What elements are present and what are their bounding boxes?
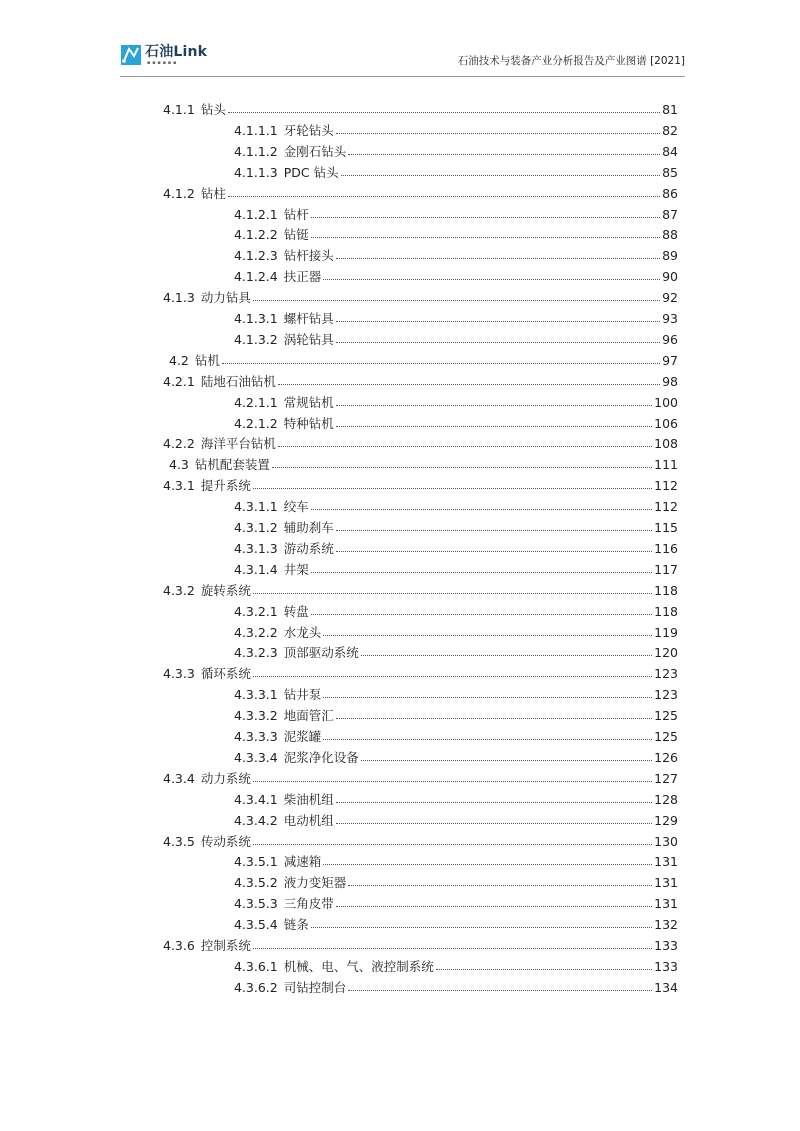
toc-entry-page: 117 bbox=[654, 561, 678, 577]
toc-entry[interactable] bbox=[234, 953, 678, 974]
toc-entry-title: 钻头 bbox=[200, 102, 226, 117]
toc-entry-page: 126 bbox=[654, 749, 678, 765]
toc-dot-leader bbox=[253, 844, 652, 845]
toc-entry-number: 4.1.3.1 bbox=[234, 311, 278, 326]
toc-entry-title: 泥浆罐 bbox=[283, 729, 322, 744]
toc-entry-number: 4.3.6.1 bbox=[234, 958, 278, 974]
toc-dot-leader bbox=[222, 363, 660, 364]
toc-entry[interactable] bbox=[234, 598, 678, 619]
toc-entry-page: 133 bbox=[654, 938, 678, 953]
toc-entry[interactable] bbox=[234, 869, 678, 890]
toc-dot-leader bbox=[336, 133, 660, 134]
toc-dot-leader bbox=[336, 342, 660, 343]
toc-entry[interactable] bbox=[234, 702, 678, 723]
toc-entry-page: 92 bbox=[662, 290, 678, 306]
toc-entry-page: 115 bbox=[654, 520, 678, 535]
toc-entry[interactable] bbox=[234, 890, 678, 911]
toc-entry-title: 特种钻机 bbox=[283, 415, 334, 431]
toc-entry[interactable] bbox=[234, 305, 678, 326]
toc-entry-title: 柴油机组 bbox=[283, 791, 334, 807]
toc-entry[interactable] bbox=[234, 326, 678, 347]
toc-entry-page: 129 bbox=[654, 812, 678, 828]
toc-entry-title: 辅助刹车 bbox=[283, 520, 334, 535]
toc-entry[interactable] bbox=[234, 619, 678, 640]
toc-entry-number: 4.3.5.2 bbox=[234, 875, 278, 891]
toc-entry[interactable] bbox=[234, 556, 678, 577]
toc-entry-page: 131 bbox=[654, 854, 678, 870]
toc-entry-number: 4.1.1.2 bbox=[234, 143, 278, 159]
toc-entry[interactable] bbox=[234, 514, 678, 535]
toc-entry[interactable] bbox=[163, 284, 678, 305]
toc-dot-leader bbox=[436, 969, 652, 970]
toc-entry-title: 三角皮带 bbox=[283, 896, 334, 912]
toc-entry-title: 地面管汇 bbox=[283, 708, 334, 724]
toc-dot-leader bbox=[311, 572, 652, 573]
toc-dot-leader bbox=[336, 321, 660, 322]
toc-entry-title: 司钻控制台 bbox=[283, 979, 347, 995]
toc-entry-title: 动力系统 bbox=[200, 770, 251, 786]
toc-entry-number: 4.3.4.1 bbox=[234, 791, 278, 807]
toc-entry-title: 转盘 bbox=[283, 603, 309, 619]
toc-entry-number: 4.3.4.2 bbox=[234, 812, 278, 828]
toc-entry[interactable] bbox=[234, 848, 678, 869]
toc-dot-leader bbox=[311, 927, 652, 928]
toc-entry-title: 钻井泵 bbox=[283, 687, 322, 703]
toc-entry-title: 链条 bbox=[283, 917, 309, 933]
toc-entry-number: 4.3.1.1 bbox=[234, 499, 278, 515]
toc-entry[interactable] bbox=[234, 221, 678, 242]
toc-entry[interactable] bbox=[234, 974, 678, 995]
toc-dot-leader bbox=[278, 384, 660, 385]
toc-dot-leader bbox=[323, 697, 652, 698]
toc-entry-page: 128 bbox=[654, 791, 678, 807]
toc-dot-leader bbox=[311, 614, 652, 615]
toc-entry-page: 118 bbox=[654, 603, 678, 619]
toc-dot-leader bbox=[336, 426, 652, 427]
toc-entry-page: 97 bbox=[662, 352, 678, 368]
toc-entry-number: 4.2 bbox=[169, 352, 189, 368]
toc-entry-page: 96 bbox=[662, 331, 678, 347]
toc-entry[interactable] bbox=[234, 263, 678, 284]
header-divider bbox=[120, 76, 685, 77]
toc-dot-leader bbox=[336, 258, 660, 259]
toc-dot-leader bbox=[323, 739, 652, 740]
toc-entry-page: 106 bbox=[654, 415, 678, 431]
toc-entry-title: 螺杆钻具 bbox=[283, 311, 334, 326]
toc-entry-number: 4.3.3.2 bbox=[234, 708, 278, 724]
toc-entry[interactable] bbox=[163, 472, 678, 493]
toc-entry-number: 4.3.5.3 bbox=[234, 896, 278, 912]
toc-entry-number: 4.1.2.2 bbox=[234, 227, 278, 243]
toc-entry-page: 125 bbox=[654, 708, 678, 724]
toc-entry-title: 减速箱 bbox=[283, 854, 322, 870]
toc-entry-number: 4.1.2.4 bbox=[234, 269, 278, 285]
toc-entry-page: 127 bbox=[654, 770, 678, 786]
toc-entry-number: 4.3.5 bbox=[163, 833, 195, 849]
toc-entry-number: 4.2.1.2 bbox=[234, 415, 278, 431]
toc-entry[interactable] bbox=[234, 410, 678, 431]
toc-dot-leader bbox=[336, 405, 652, 406]
toc-entry[interactable] bbox=[163, 368, 678, 389]
toc-entry[interactable] bbox=[169, 451, 678, 472]
toc-entry-title: 电动机组 bbox=[283, 812, 334, 828]
toc-dot-leader bbox=[311, 509, 652, 510]
toc-entry-title: 游动系统 bbox=[283, 540, 334, 556]
brand-logo bbox=[120, 44, 207, 67]
toc-entry-page: 134 bbox=[654, 979, 678, 995]
toc-entry-number: 4.2.2 bbox=[163, 436, 195, 452]
toc-entry-title: 循环系统 bbox=[200, 666, 251, 682]
toc-dot-leader bbox=[361, 655, 652, 656]
toc-entry[interactable] bbox=[163, 765, 678, 786]
toc-dot-leader bbox=[272, 467, 652, 468]
toc-entry-number: 4.3.3.3 bbox=[234, 729, 278, 744]
toc-entry-number: 4.3.6 bbox=[163, 938, 195, 953]
toc-entry-page: 131 bbox=[654, 875, 678, 891]
document-title: 石油技术与装备产业分析报告及产业图谱 [2021] bbox=[457, 55, 685, 67]
toc-entry-number: 4.1.2.3 bbox=[234, 248, 278, 264]
toc-entry-title: 钻机 bbox=[194, 352, 220, 368]
toc-dot-leader bbox=[336, 530, 652, 531]
toc-entry-number: 4.2.1 bbox=[163, 373, 195, 389]
toc-entry[interactable] bbox=[234, 138, 678, 159]
toc-entry-page: 116 bbox=[654, 540, 678, 556]
toc-entry-title: 扶正器 bbox=[283, 269, 322, 285]
toc-entry-number: 4.3.3.4 bbox=[234, 749, 278, 765]
toc-entry-title: 动力钻具 bbox=[200, 290, 251, 306]
toc-entry-page: 130 bbox=[654, 833, 678, 849]
toc-entry[interactable] bbox=[234, 681, 678, 702]
toc-entry-number: 4.3.2.2 bbox=[234, 624, 278, 640]
toc-dot-leader bbox=[253, 781, 652, 782]
toc-entry[interactable] bbox=[234, 117, 678, 138]
toc-dot-leader bbox=[336, 823, 652, 824]
toc-entry-title: 绞车 bbox=[283, 499, 309, 515]
toc-entry-title: 钻杆接头 bbox=[283, 248, 334, 264]
toc-entry-title: 涡轮钻具 bbox=[283, 331, 334, 347]
toc-entry[interactable] bbox=[234, 159, 678, 180]
toc-dot-leader bbox=[228, 196, 660, 197]
toc-dot-leader bbox=[348, 154, 660, 155]
toc-entry[interactable] bbox=[234, 744, 678, 765]
toc-entry-page: 120 bbox=[654, 645, 678, 661]
toc-entry-page: 133 bbox=[654, 958, 678, 974]
toc-entry-title: 旋转系统 bbox=[200, 582, 251, 598]
toc-entry[interactable] bbox=[234, 723, 678, 744]
toc-entry-title: 顶部驱动系统 bbox=[283, 645, 359, 661]
toc-entry-number: 4.3.1.3 bbox=[234, 540, 278, 556]
toc-entry-page: 112 bbox=[654, 499, 678, 515]
toc-entry[interactable] bbox=[234, 911, 678, 932]
toc-entry-number: 4.1.3 bbox=[163, 290, 195, 306]
toc-dot-leader bbox=[253, 948, 652, 949]
toc-entry-number: 4.2.1.1 bbox=[234, 394, 278, 410]
toc-entry-page: 81 bbox=[662, 102, 678, 117]
toc-entry-title: 传动系统 bbox=[200, 833, 251, 849]
toc-entry[interactable] bbox=[163, 430, 678, 451]
toc-entry-title: PDC 钻头 bbox=[283, 164, 339, 180]
toc-entry-title: 常规钻机 bbox=[283, 394, 334, 410]
toc-entry-page: 132 bbox=[654, 917, 678, 933]
toc-dot-leader bbox=[336, 802, 652, 803]
toc-entry-title: 井架 bbox=[283, 561, 309, 577]
toc-dot-leader bbox=[228, 112, 660, 113]
logo-name: 石油Link bbox=[145, 44, 208, 60]
toc-entry-number: 4.3.1 bbox=[163, 478, 195, 494]
toc-entry-number: 4.3.3.1 bbox=[234, 687, 278, 703]
toc-dot-leader bbox=[253, 488, 652, 489]
toc-entry-number: 4.1.2.1 bbox=[234, 206, 278, 222]
toc-entry[interactable] bbox=[169, 347, 678, 368]
toc-entry[interactable] bbox=[234, 786, 678, 807]
toc-entry-title: 海洋平台钻机 bbox=[200, 436, 276, 452]
toc-dot-leader bbox=[336, 906, 652, 907]
toc-entry-number: 4.3.2.3 bbox=[234, 645, 278, 661]
page-header bbox=[120, 44, 685, 78]
toc-entry-page: 84 bbox=[662, 143, 678, 159]
toc-entry-number: 4.3 bbox=[169, 457, 189, 473]
toc-entry-page: 108 bbox=[654, 436, 678, 452]
toc-dot-leader bbox=[278, 446, 652, 447]
toc-entry-page: 86 bbox=[662, 185, 678, 201]
toc-entry-page: 119 bbox=[654, 624, 678, 640]
toc-entry-page: 87 bbox=[662, 206, 678, 222]
toc-entry-number: 4.1.1 bbox=[163, 102, 195, 117]
toc-entry-page: 89 bbox=[662, 248, 678, 264]
toc-entry-number: 4.3.1.2 bbox=[234, 520, 278, 535]
logo-tagline: ▪▪▪▪▪▪ bbox=[147, 60, 179, 66]
toc-entry[interactable] bbox=[234, 535, 678, 556]
toc-entry-number: 4.1.1.1 bbox=[234, 122, 278, 138]
toc-entry-title: 机械、电、气、液控制系统 bbox=[283, 958, 434, 974]
toc-dot-leader bbox=[311, 217, 660, 218]
toc-entry-title: 钻铤 bbox=[283, 227, 309, 243]
toc-entry-number: 4.3.6.2 bbox=[234, 979, 278, 995]
toc-dot-leader bbox=[323, 279, 660, 280]
toc-dot-leader bbox=[341, 175, 660, 176]
toc-entry-title: 泥浆净化设备 bbox=[283, 749, 359, 765]
toc-entry-page: 118 bbox=[654, 582, 678, 598]
toc-dot-leader bbox=[253, 300, 660, 301]
toc-entry-title: 金刚石钻头 bbox=[283, 143, 347, 159]
toc-dot-leader bbox=[311, 237, 660, 238]
toc-entry[interactable] bbox=[163, 828, 678, 849]
toc-dot-leader bbox=[336, 718, 652, 719]
toc-entry-number: 4.3.2.1 bbox=[234, 603, 278, 619]
toc-entry-title: 液力变矩器 bbox=[283, 875, 347, 891]
toc-entry-page: 82 bbox=[662, 122, 678, 138]
toc-entry[interactable] bbox=[163, 932, 678, 953]
toc-dot-leader bbox=[361, 760, 652, 761]
toc-entry-number: 4.1.2 bbox=[163, 185, 195, 201]
toc-entry-number: 4.1.3.2 bbox=[234, 331, 278, 347]
toc-dot-leader bbox=[336, 551, 652, 552]
toc-entry[interactable] bbox=[163, 577, 678, 598]
toc-entry-page: 98 bbox=[662, 373, 678, 389]
toc-entry-page: 90 bbox=[662, 269, 678, 285]
toc-entry-title: 控制系统 bbox=[200, 938, 251, 953]
toc-entry-page: 111 bbox=[654, 457, 678, 473]
toc-entry[interactable] bbox=[234, 493, 678, 514]
shiyou-link-logo-icon bbox=[120, 44, 142, 66]
toc-entry-number: 4.3.5.1 bbox=[234, 854, 278, 870]
toc-entry-title: 钻杆 bbox=[283, 206, 309, 222]
toc-entry-number: 4.3.5.4 bbox=[234, 917, 278, 933]
toc-entry-title: 牙轮钻头 bbox=[283, 122, 334, 138]
toc-entry-page: 123 bbox=[654, 666, 678, 682]
toc-entry-number: 4.1.1.3 bbox=[234, 164, 278, 180]
toc-entry-page: 125 bbox=[654, 729, 678, 744]
toc-entry-title: 陆地石油钻机 bbox=[200, 373, 276, 389]
toc-dot-leader bbox=[323, 864, 652, 865]
toc-entry[interactable] bbox=[234, 639, 678, 660]
toc-entry-number: 4.3.4 bbox=[163, 770, 195, 786]
toc-entry-title: 钻柱 bbox=[200, 185, 226, 201]
toc-entry-page: 88 bbox=[662, 227, 678, 243]
toc-dot-leader bbox=[323, 635, 652, 636]
toc-entry-page: 93 bbox=[662, 311, 678, 326]
toc-entry-page: 131 bbox=[654, 896, 678, 912]
toc-entry[interactable] bbox=[234, 389, 678, 410]
toc-entry[interactable] bbox=[163, 96, 678, 117]
toc-entry[interactable] bbox=[234, 242, 678, 263]
toc-entry-number: 4.3.3 bbox=[163, 666, 195, 682]
toc-entry-title: 钻机配套装置 bbox=[194, 457, 270, 473]
toc-entry[interactable] bbox=[234, 807, 678, 828]
toc-entry[interactable] bbox=[163, 180, 678, 201]
toc-dot-leader bbox=[348, 990, 652, 991]
toc-entry-page: 123 bbox=[654, 687, 678, 703]
toc-dot-leader bbox=[348, 885, 652, 886]
toc-entry-title: 水龙头 bbox=[283, 624, 322, 640]
toc-entry[interactable] bbox=[234, 201, 678, 222]
toc-entry-title: 提升系统 bbox=[200, 478, 251, 494]
toc-entry-page: 100 bbox=[654, 394, 678, 410]
toc-entry-page: 85 bbox=[662, 164, 678, 180]
toc-dot-leader bbox=[253, 676, 652, 677]
toc-dot-leader bbox=[253, 593, 652, 594]
toc-entry-number: 4.3.1.4 bbox=[234, 561, 278, 577]
toc-entry-number: 4.3.2 bbox=[163, 582, 195, 598]
toc-entry-page: 112 bbox=[654, 478, 678, 494]
toc-entry[interactable] bbox=[163, 660, 678, 681]
